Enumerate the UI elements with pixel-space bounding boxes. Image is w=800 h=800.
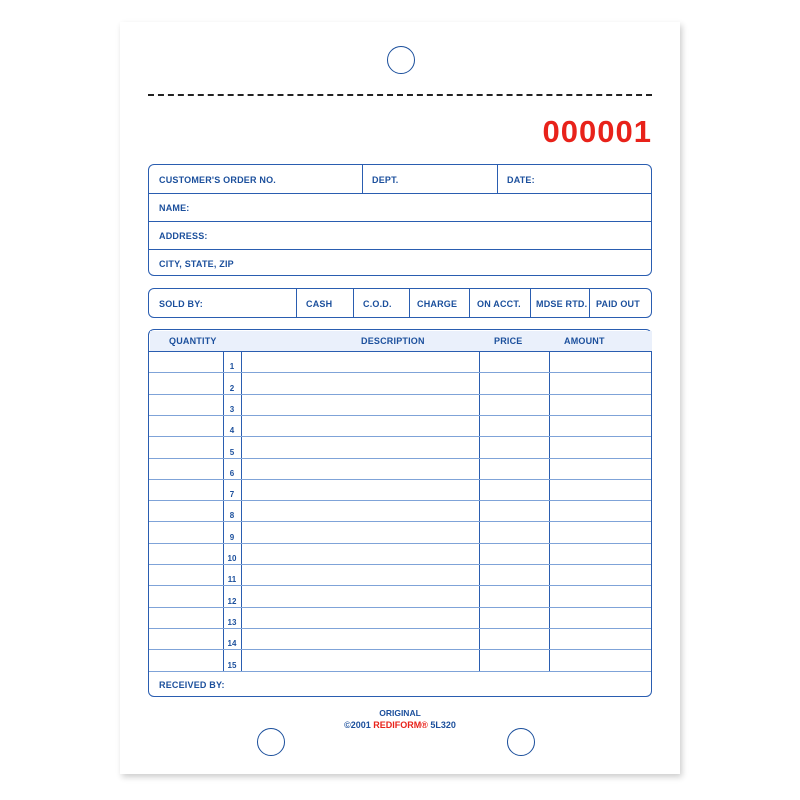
row-number: 11 [227, 575, 237, 585]
receipt-form [120, 22, 680, 774]
sold-by-block [148, 288, 652, 318]
divider [241, 351, 242, 671]
paid-out-label: PAID OUT [596, 299, 640, 309]
row-number: 14 [227, 639, 237, 649]
name-label: NAME: [159, 203, 190, 213]
row-divider [149, 500, 651, 501]
divider [530, 289, 531, 317]
row-divider [149, 436, 651, 437]
divider [149, 193, 651, 194]
amount-header: AMOUNT [564, 336, 605, 346]
mdse-rtd-label: MDSE RTD. [536, 299, 588, 309]
row-number: 1 [229, 362, 235, 372]
divider [479, 351, 480, 671]
city-state-zip-label: CITY, STATE, ZIP [159, 259, 234, 269]
punch-hole-bottom-right-icon [507, 728, 535, 756]
cod-label: C.O.D. [363, 299, 392, 309]
row-divider [149, 585, 651, 586]
divider [589, 289, 590, 317]
punch-hole-bottom-left-icon [257, 728, 285, 756]
row-number: 8 [229, 511, 235, 521]
row-number: 9 [229, 532, 235, 542]
row-divider [149, 415, 651, 416]
row-number: 3 [229, 404, 235, 414]
punch-hole-top-icon [387, 46, 415, 74]
row-divider [149, 649, 651, 650]
perforation-line [148, 94, 652, 96]
line-items-block [148, 329, 652, 697]
row-divider [149, 564, 651, 565]
received-by-label: RECEIVED BY: [159, 680, 225, 690]
row-number: 6 [229, 468, 235, 478]
divider [549, 351, 550, 671]
divider [497, 165, 498, 193]
divider [362, 165, 363, 193]
quantity-header: QUANTITY [169, 336, 217, 346]
brand-name: REDIFORM® [373, 720, 428, 730]
divider [149, 351, 651, 352]
customer-info-block [148, 164, 652, 276]
row-number: 10 [227, 554, 237, 563]
divider [149, 249, 651, 250]
description-header: DESCRIPTION [361, 336, 425, 346]
row-divider [149, 394, 651, 395]
divider [296, 289, 297, 317]
row-divider [149, 521, 651, 522]
row-divider [149, 372, 651, 373]
row-divider [149, 479, 651, 480]
divider [469, 289, 470, 317]
row-number: 15 [227, 660, 237, 670]
row-number: 5 [229, 447, 235, 457]
row-divider [149, 671, 651, 672]
row-number: 7 [229, 490, 235, 500]
sold-by-label: SOLD BY: [159, 299, 203, 309]
price-header: PRICE [494, 336, 523, 346]
address-label: ADDRESS: [159, 231, 208, 241]
row-divider [149, 628, 651, 629]
copy-type-label: ORIGINAL [379, 708, 421, 718]
row-number: 12 [227, 596, 237, 606]
divider [409, 289, 410, 317]
customer-order-no-label: CUSTOMER'S ORDER NO. [159, 175, 276, 185]
row-number: 4 [229, 426, 235, 436]
copyright-text: ©2001 [344, 720, 371, 730]
date-label: DATE: [507, 175, 535, 185]
cash-label: CASH [306, 299, 333, 309]
form-number: 5L320 [430, 720, 456, 730]
dept-label: DEPT. [372, 175, 399, 185]
footer-credits [120, 720, 680, 730]
row-divider [149, 543, 651, 544]
on-acct-label: ON ACCT. [477, 299, 521, 309]
divider [353, 289, 354, 317]
row-divider [149, 458, 651, 459]
divider [149, 221, 651, 222]
serial-number: 000001 [542, 114, 652, 149]
row-number: 2 [229, 383, 235, 393]
row-divider [149, 607, 651, 608]
charge-label: CHARGE [417, 299, 458, 309]
row-number: 13 [227, 617, 237, 627]
